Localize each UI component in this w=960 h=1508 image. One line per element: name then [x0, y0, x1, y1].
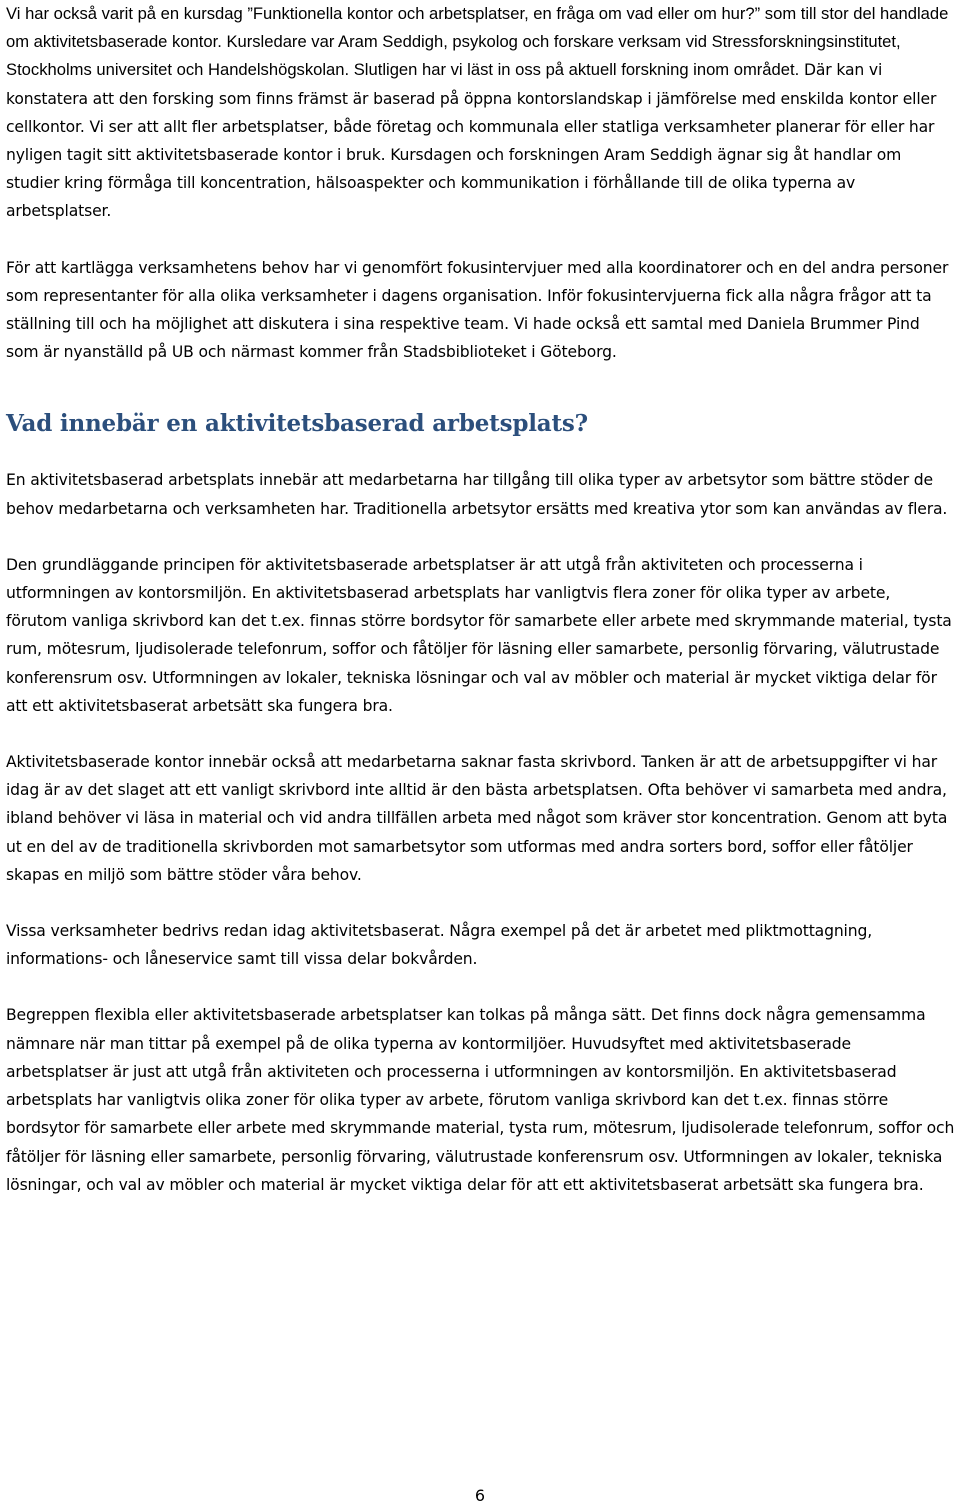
- section-paragraph-3: Aktivitetsbaserade kontor innebär också att medarbetarna saknar fasta skrivbord. Tanken är att de arbetsuppgifter vi har idag är av det slaget att ett vanligt skrivbord inte alltid är den bästa arbetsplatsen. Ofta behöver vi samarbeta med andra, ibland behöver vi läsa in material och vid andra tillfällen arbeta med något som kräver stor koncentration. Genom att byta ut en del av de traditionella skrivborden mot samarbetsytor som utformas med andra sorters bord, soffor eller fåtöljer skapas en miljö som bättre stöder våra behov.: [6, 753, 948, 884]
- intro-paragraph-1: [6, 0, 956, 226]
- section-paragraph-5: Begreppen flexibla eller aktivitetsbaserade arbetsplatser kan tolkas på många sätt. Det finns dock några gemensamma nämnare när man tittar på exempel på de olika typerna av kontormiljöer. Huvudsyftet med aktivitetsbaserade arbetsplatser är just att utgå från aktiviteten och processerna i utformningen av kontorsmiljön. En aktivitetsbaserad arbetsplats har vanligtvis olika zoner för olika typer av arbete, förutom vanliga skrivbord kan det t.ex. finnas större bordsytor för samarbete eller arbete med skrymmande material, tysta rum, mötesrum, ljudisolerade telefonrum, soffor och fåtöljer för läsning eller samarbete, personlig förvaring, välutrustade konferensrum osv. Utformningen av lokaler, tekniska lösningar, och val av möbler och material är mycket viktiga delar för att ett aktivitetsbaserat arbetsätt ska fungera bra.: [6, 1006, 955, 1194]
- intro-paragraph-1-sans-part: Vi har också varit på en kursdag ”Funktionella kontor och arbetsplatser, en fråga om vad eller om hur?” som till stor del handlade om aktivitetsbaserade kontor. Kursledare var Aram Seddigh, psykolog och forskare verksam vid Stressforskningsinstitutet, Stockholms universitet och Handelshögskolan. Slutligen har vi läst in oss på aktuell forskning inom området.: [6, 4, 949, 80]
- section-paragraph-1: En aktivitetsbaserad arbetsplats innebär att medarbetarna har tillgång till olika typer av arbetsytor som bättre stöder de behov medarbetarna och verksamheten har. Traditionella arbetsytor ersätts med kreativa ytor som kan användas av flera.: [6, 471, 948, 518]
- document-page: [6, 0, 956, 1199]
- paragraph-gap: [6, 226, 956, 254]
- intro-paragraph-2: För att kartlägga verksamhetens behov har vi genomfört fokusintervjuer med alla koordinatorer och en del andra personer som representanter för alla olika verksamheter i dagens organisation. Inför fokusintervjuerna fick alla några frågor att ta ställning till och ha möjlighet att diskutera i sina respektive team. Vi hade också ett samtal med Daniela Brummer Pind som är nyanställd på UB och närmast kommer från Stadsbiblioteket i Göteborg.: [6, 258, 949, 362]
- page-number: 6: [474, 1486, 486, 1505]
- paragraph-gap: [6, 442, 956, 466]
- paragraph-gap: [6, 889, 956, 917]
- paragraph-gap: [6, 720, 956, 748]
- section-paragraph-4: Vissa verksamheter bedrivs redan idag aktivitetsbaserat. Några exempel på det är arbetet med pliktmottagning, informations- och låneservice samt till vissa delar bokvården.: [6, 922, 873, 969]
- section-heading: Vad innebär en aktivitetsbaserad arbetsplats?: [6, 410, 588, 438]
- paragraph-gap: [6, 523, 956, 551]
- paragraph-gap: [6, 973, 956, 1001]
- intro-paragraph-1-body-part: Där kan vi konstatera att den forsking som finns främst är baserad på öppna kontorslandskap i jämförelse med enskilda kontor eller cellkontor. Vi ser att allt fler arbetsplatser, både företag och kommunala eller statliga verksamheter planerar för eller har nyligen tagit sitt aktivitetsbaserade kontor i bruk. Kursdagen och forskningen Aram Seddigh ägnar sig åt handlar om studier kring förmåga till koncentration, hälsoaspekter och kommunikation i förhållande till de olika typerna av arbetsplatser.: [6, 61, 937, 221]
- paragraph-gap: [6, 366, 956, 406]
- section-paragraph-2: Den grundläggande principen för aktivitetsbaserade arbetsplatser är att utgå från aktiviteten och processerna i utformningen av kontorsmiljön. En aktivitetsbaserad arbetsplats har vanligtvis flera zoner för olika typer av arbete, förutom vanliga skrivbord kan det t.ex. finnas större bordsytor för samarbete eller arbete med skrymmande material, tysta rum, mötesrum, ljudisolerade telefonrum, soffor och fåtöljer för läsning eller samarbete, personlig förvaring, välutrustade konferensrum osv. Utformningen av lokaler, tekniska lösningar och val av möbler och material är mycket viktiga delar för att ett aktivitetsbaserat arbetsätt ska fungera bra.: [6, 555, 952, 715]
